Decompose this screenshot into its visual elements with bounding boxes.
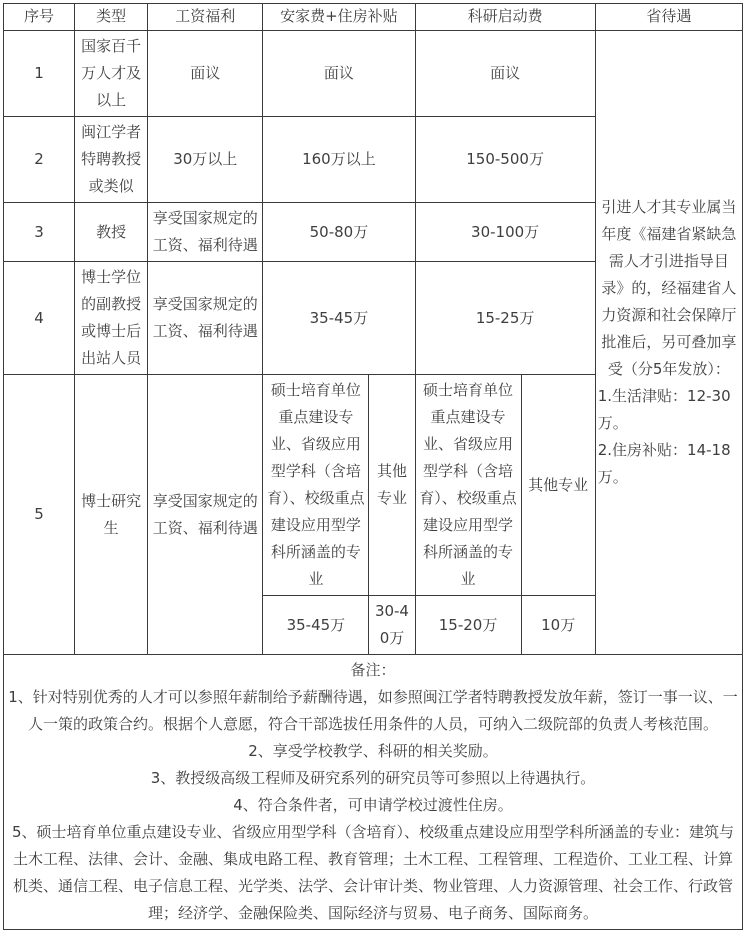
note-item-1: 1、针对特别优秀的人才可以参照年薪制给予薪酬待遇，如参照闽江学者特聘教授发放年薪，签订一事一议、一人一策的政策合约。根据个人意愿，符合干部选拔任用条件的人员，可纳入二级院部的负责人考核范围。 (8, 688, 738, 733)
table-row-1 (4, 31, 743, 117)
cell-settling: 面议 (263, 31, 415, 117)
cell-research-major-label: 硕士培育单位重点建设专业、省级应用型学科（含培育）、校级重点建设应用型学科所涵盖的专业 (415, 375, 521, 596)
cell-province-benefit (595, 31, 742, 655)
notes-title: 备注： (350, 661, 396, 679)
header-type: 类型 (75, 4, 148, 31)
header-no: 序号 (4, 4, 75, 31)
cell-salary: 享受国家规定的工资、福利待遇 (148, 262, 263, 375)
cell-research: 面议 (415, 31, 595, 117)
cell-settling-major-label: 硕士培育单位重点建设专业、省级应用型学科（含培育）、校级重点建设应用型学科所涵盖的专业 (263, 375, 369, 596)
header-province: 省待遇 (595, 4, 742, 31)
cell-settling: 35-45万 (263, 262, 415, 375)
cell-type: 博士研究生 (75, 375, 148, 655)
cell-settling-other-label: 其他专业 (369, 375, 415, 596)
cell-no: 1 (4, 31, 75, 117)
cell-settling: 50-80万 (263, 203, 415, 262)
note-item-5: 5、硕士培育单位重点建设专业、省级应用型学科（含培育）、校级重点建设应用型学科所涵盖的专业：建筑与土木工程、法律、会计、金融、集成电路工程、教育管理；土木工程、工程管理、工程造价、工业工程、计算机类、通信工程、电子信息工程、光学类、法学、会计审计类、物业管理、人力资源管理、社会工作、行政管理；经济学、金融保险类、国际经济与贸易、电子商务、国际商务。 (11, 823, 735, 922)
cell-research: 150-500万 (415, 117, 595, 203)
province-paragraph: 引进人才其专业属当年度《福建省紧缺急需人才引进指导目录》的，经福建省人力资源和社会保障厅批准后，另可叠加享受（分5年发放）： (601, 198, 737, 378)
cell-research: 15-25万 (415, 262, 595, 375)
note-item-3: 3、教授级高级工程师及研究系列的研究员等可参照以上待遇执行。 (150, 769, 596, 787)
province-item-housing: 2.住房补贴：14-18万。 (597, 441, 731, 486)
cell-salary: 30万以上 (148, 117, 263, 203)
header-research: 科研启动费 (415, 4, 595, 31)
cell-research-major-value: 15-20万 (415, 596, 521, 655)
cell-salary: 享受国家规定的工资、福利待遇 (148, 203, 263, 262)
note-item-2: 2、享受学校教学、科研的相关奖励。 (248, 742, 498, 760)
header-row (4, 4, 743, 31)
cell-research-other-value: 10万 (521, 596, 595, 655)
cell-settling-other-value: 30-40万 (369, 596, 415, 655)
benefits-table (3, 3, 743, 930)
cell-type: 国家百千万人才及以上 (75, 31, 148, 117)
cell-salary: 享受国家规定的工资、福利待遇 (148, 375, 263, 655)
cell-settling: 160万以上 (263, 117, 415, 203)
cell-no: 4 (4, 262, 75, 375)
notes-section (4, 655, 743, 930)
note-item-4: 4、符合条件者，可申请学校过渡性住房。 (233, 796, 513, 814)
cell-research-other-label: 其他专业 (521, 375, 595, 596)
cell-settling-major-value: 35-45万 (263, 596, 369, 655)
cell-type: 博士学位的副教授或博士后出站人员 (75, 262, 148, 375)
header-settling: 安家费+住房补贴 (263, 4, 415, 31)
cell-salary: 面议 (148, 31, 263, 117)
cell-no: 2 (4, 117, 75, 203)
cell-no: 3 (4, 203, 75, 262)
header-salary: 工资福利 (148, 4, 263, 31)
cell-no: 5 (4, 375, 75, 655)
cell-type: 教授 (75, 203, 148, 262)
province-item-living: 1.生活津贴：12-30万。 (597, 387, 731, 432)
cell-type: 闽江学者特聘教授或类似 (75, 117, 148, 203)
cell-research: 30-100万 (415, 203, 595, 262)
notes-row (4, 655, 743, 930)
